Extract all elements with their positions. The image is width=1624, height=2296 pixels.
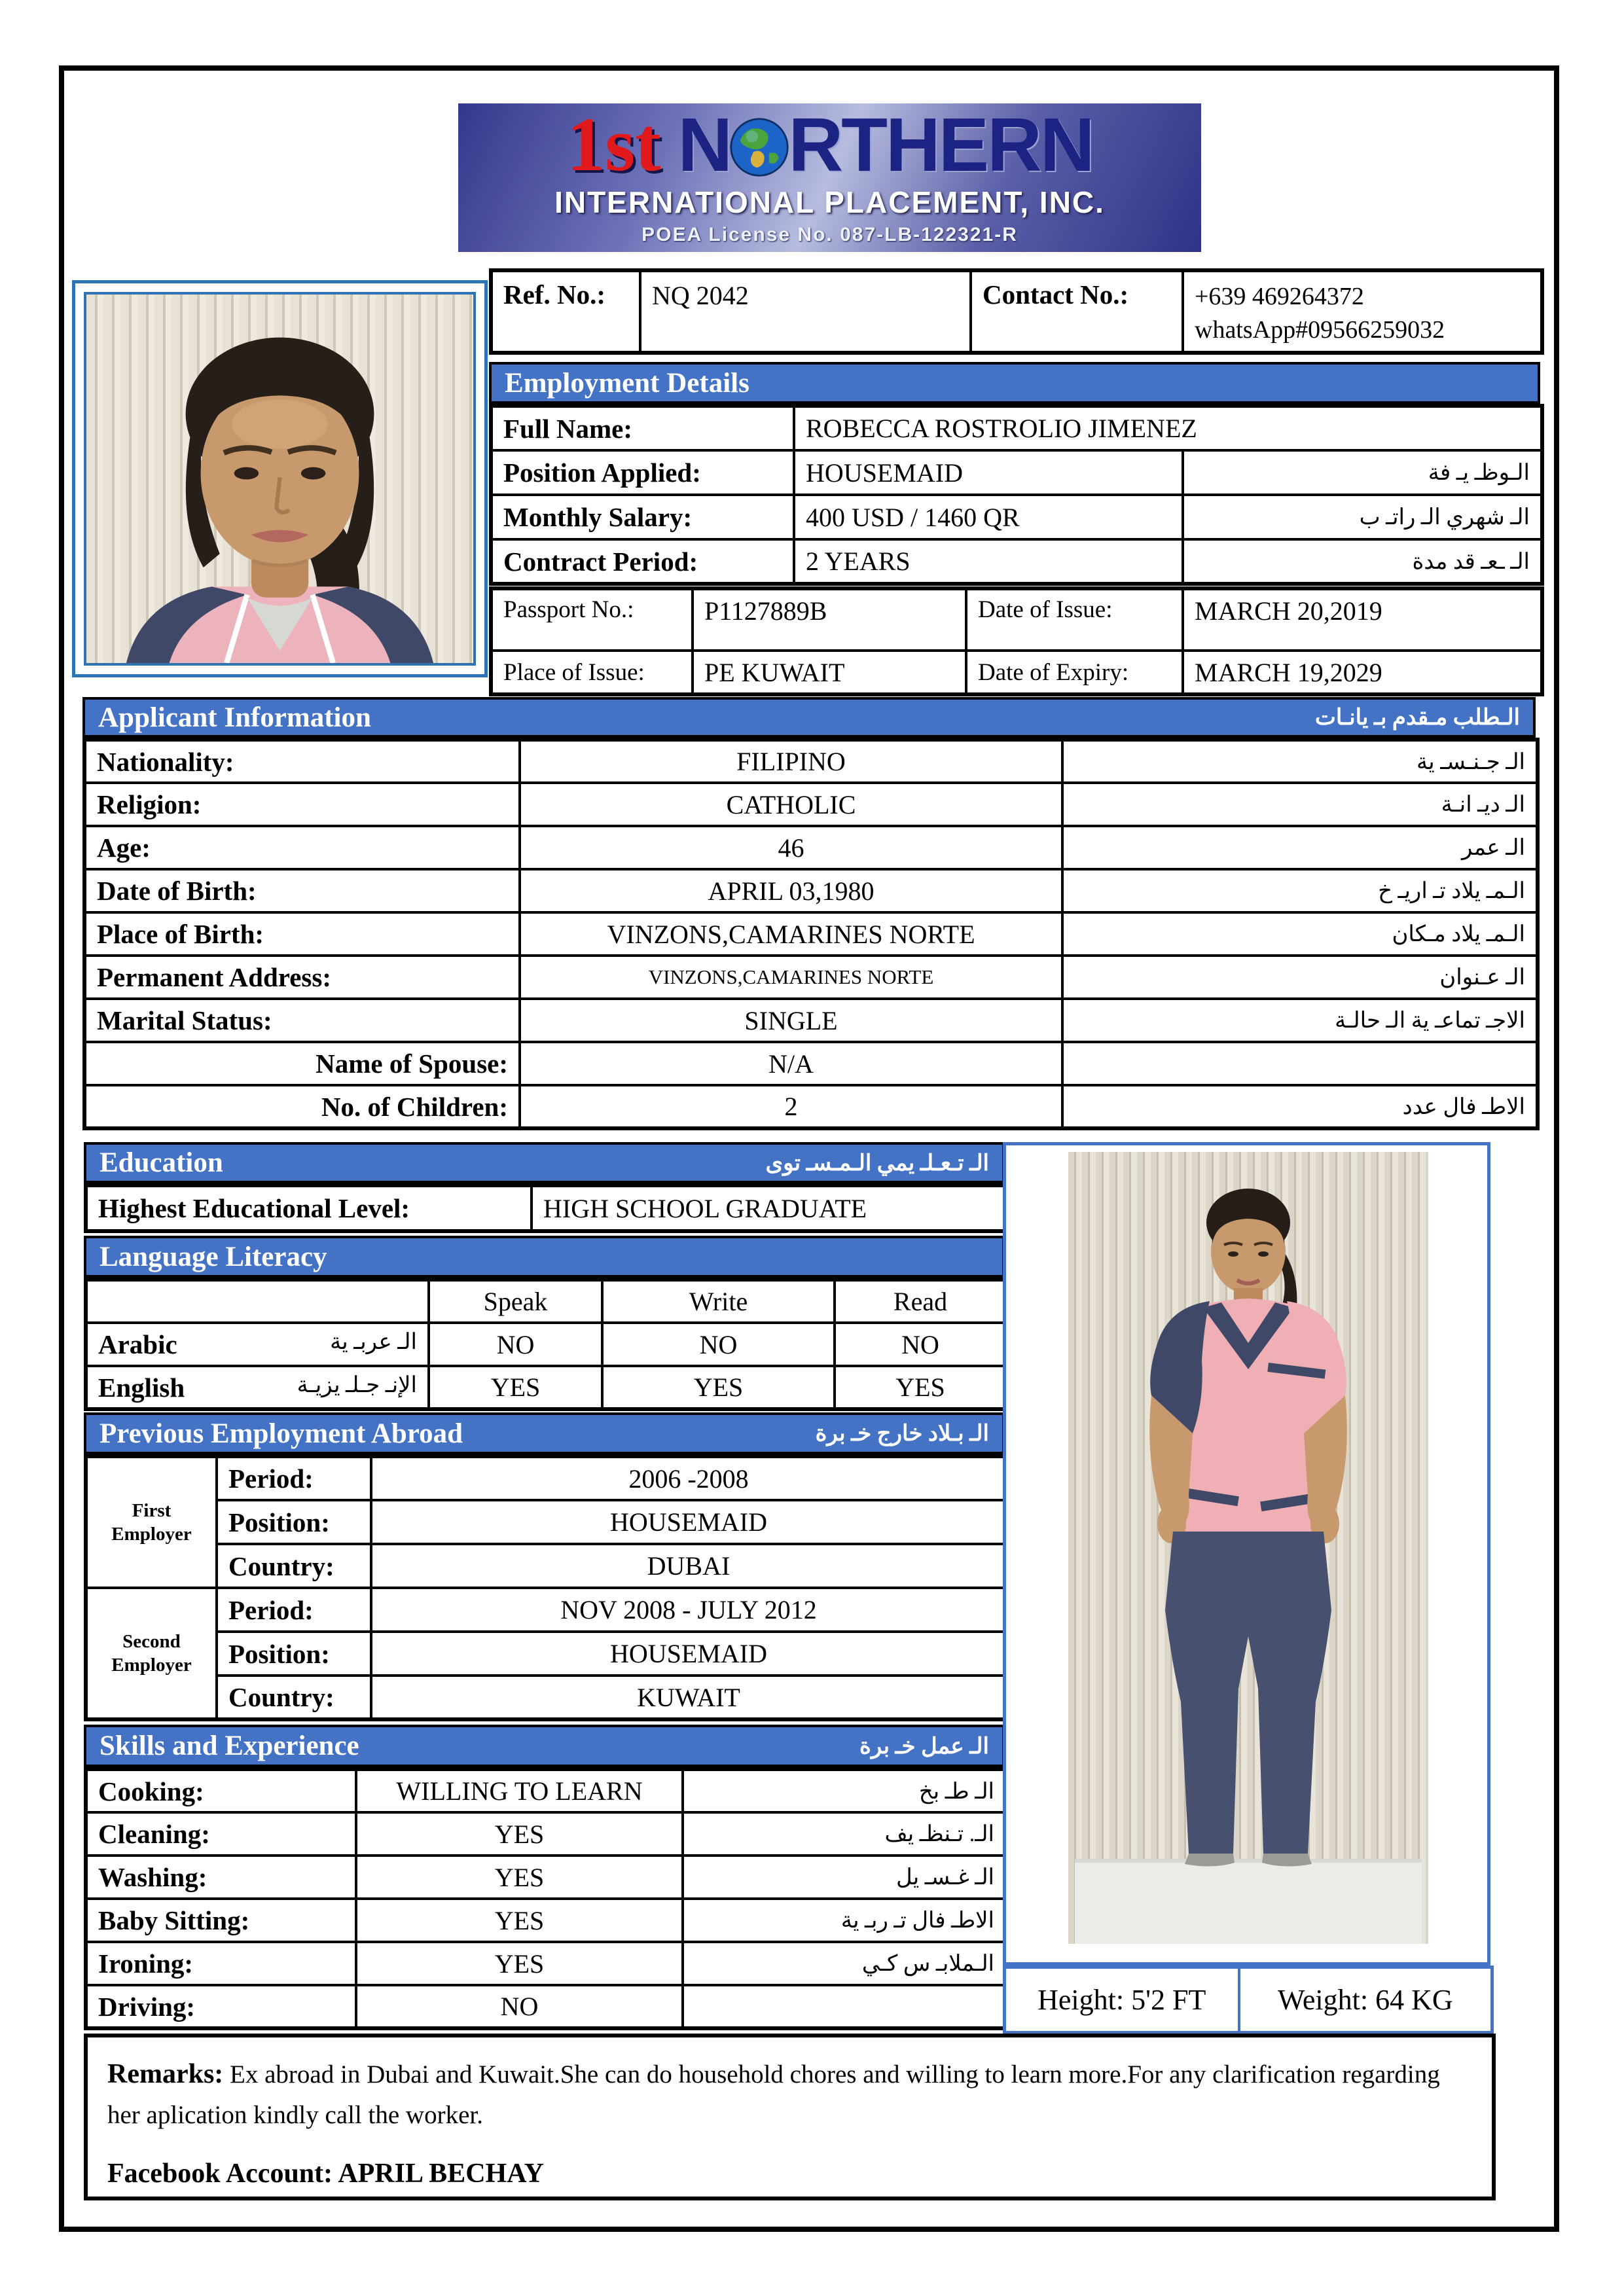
table-row xyxy=(491,270,1542,353)
table-row xyxy=(86,1366,1007,1409)
name-of-spouse-value: N/A xyxy=(520,1042,1062,1085)
english-language-label-cell xyxy=(86,1366,429,1409)
monthly-salary-value: 400 USD / 1460 QR xyxy=(794,495,1183,539)
passport-table xyxy=(489,586,1544,696)
logo-name-right: RTHERN xyxy=(788,101,1093,187)
table-row xyxy=(86,1632,1007,1676)
contract-period-label: Contract Period: xyxy=(491,539,794,584)
facebook-account: Facebook Account: APRIL BECHAY xyxy=(107,2158,545,2189)
baby-sitting-label: Baby Sitting: xyxy=(86,1899,356,1942)
washing-arabic: الـ غـسـ يل xyxy=(683,1856,1007,1899)
second-period-value: NOV 2008 - JULY 2012 xyxy=(371,1588,1007,1632)
remarks-label: Remarks: xyxy=(107,2059,224,2089)
education-header xyxy=(84,1142,1005,1183)
table-row xyxy=(84,869,1538,912)
religion-value: CATHOLIC xyxy=(520,783,1062,826)
english-read-value: YES xyxy=(835,1366,1007,1409)
education-title: Education xyxy=(99,1147,223,1178)
table-row xyxy=(84,1042,1538,1085)
table-row xyxy=(84,999,1538,1042)
arabic-write-value: NO xyxy=(602,1323,835,1366)
applicant-information-title: Applicant Information xyxy=(98,702,371,733)
first-position-label: Position: xyxy=(217,1500,371,1544)
arabic-read-value: NO xyxy=(835,1323,1007,1366)
driving-value: NO xyxy=(356,1985,683,2028)
no-of-children-arabic: الاطـ فال عدد xyxy=(1062,1085,1538,1128)
name-of-spouse-label: Name of Spouse: xyxy=(84,1042,520,1085)
cleaning-label: Cleaning: xyxy=(86,1812,356,1856)
cooking-value: WILLING TO LEARN xyxy=(356,1769,683,1812)
skills-experience-header xyxy=(84,1725,1005,1767)
table-row xyxy=(491,588,1542,651)
first-period-value: 2006 -2008 xyxy=(371,1456,1007,1500)
no-of-children-value: 2 xyxy=(520,1085,1062,1128)
ironing-arabic: الـملابـ س كـي xyxy=(683,1942,1007,1985)
applicant-information-title-arabic: الـطلب مـقدم بـ يانـات xyxy=(1314,706,1520,730)
logo-prefix: 1st xyxy=(566,101,661,187)
place-of-issue-label: Place of Issue: xyxy=(491,651,693,694)
read-column-header: Read xyxy=(835,1280,1007,1323)
table-row xyxy=(86,1942,1007,1985)
driving-label: Driving: xyxy=(86,1985,356,2028)
ref-no-value: NQ 2042 xyxy=(640,270,971,353)
passport-no-value: P1127889B xyxy=(693,588,966,651)
washing-label: Washing: xyxy=(86,1856,356,1899)
table-row xyxy=(86,1985,1007,2028)
date-of-expiry-label: Date of Expiry: xyxy=(966,651,1183,694)
headshot-photo-frame xyxy=(72,280,488,677)
previous-employment-title-arabic: الـ بـلاد خارج خـ برة xyxy=(815,1422,989,1446)
second-country-value: KUWAIT xyxy=(371,1676,1007,1719)
date-of-birth-label: Date of Birth: xyxy=(84,869,520,912)
employment-details-title: Employment Details xyxy=(505,367,749,399)
position-applied-value: HOUSEMAID xyxy=(794,450,1183,495)
nationality-value: FILIPINO xyxy=(520,740,1062,783)
remarks-body: Ex abroad in Dubai and Kuwait.She can do household chores and willing to learn more.For any clarification regarding her aplication kindly call the worker. xyxy=(107,2060,1440,2130)
baby-sitting-value: YES xyxy=(356,1899,683,1942)
employment-details-header xyxy=(489,362,1540,404)
permanent-address-label: Permanent Address: xyxy=(84,956,520,999)
first-position-value: HOUSEMAID xyxy=(371,1500,1007,1544)
fullbody-portrait xyxy=(1068,1152,1428,1944)
headshot-photo xyxy=(84,292,476,666)
permanent-address-arabic: الـ عـنوان xyxy=(1062,956,1538,999)
table-row xyxy=(84,1085,1538,1128)
agency-logo-name xyxy=(566,101,1093,187)
fullbody-photo xyxy=(1068,1152,1428,1944)
remarks-box xyxy=(84,2034,1496,2200)
english-write-value: YES xyxy=(602,1366,835,1409)
table-row xyxy=(86,1544,1007,1588)
place-of-birth-value: VINZONS,CAMARINES NORTE xyxy=(520,912,1062,956)
table-row xyxy=(86,1769,1007,1812)
second-employer-line1: Second xyxy=(122,1630,181,1652)
table-row xyxy=(86,1588,1007,1632)
table-row xyxy=(86,1323,1007,1366)
position-applied-arabic: الـوظـ يـ فة xyxy=(1183,450,1542,495)
permanent-address-value: VINZONS,CAMARINES NORTE xyxy=(520,956,1062,999)
applicant-information-header xyxy=(82,697,1536,738)
nationality-label: Nationality: xyxy=(84,740,520,783)
table-row xyxy=(84,912,1538,956)
table-row xyxy=(491,406,1542,450)
date-of-issue-value: MARCH 20,2019 xyxy=(1183,588,1542,651)
language-literacy-header xyxy=(84,1236,1005,1278)
second-country-label: Country: xyxy=(217,1676,371,1719)
table-row xyxy=(491,450,1542,495)
marital-status-label: Marital Status: xyxy=(84,999,520,1042)
highest-educational-level-label: Highest Educational Level: xyxy=(86,1185,532,1231)
no-of-children-label: No. of Children: xyxy=(84,1085,520,1128)
table-row xyxy=(86,1280,1007,1323)
place-of-birth-arabic: الـمـ يلاد مـكان xyxy=(1062,912,1538,956)
cooking-arabic: الـ طـ بخ xyxy=(683,1769,1007,1812)
table-row xyxy=(86,1185,1007,1231)
applicant-information-table xyxy=(82,738,1540,1130)
table-row xyxy=(86,1812,1007,1856)
first-country-value: DUBAI xyxy=(371,1544,1007,1588)
previous-employment-table xyxy=(84,1454,1009,1721)
contact-line2: whatsApp#09566259032 xyxy=(1195,316,1445,344)
skills-experience-title-arabic: الـ عمل خـ برة xyxy=(859,1734,989,1759)
first-country-label: Country: xyxy=(217,1544,371,1588)
religion-label: Religion: xyxy=(84,783,520,826)
arabic-speak-value: NO xyxy=(429,1323,602,1366)
first-employer-label xyxy=(86,1456,217,1588)
ironing-value: YES xyxy=(356,1942,683,1985)
date-of-issue-label: Date of Issue: xyxy=(966,588,1183,651)
second-position-label: Position: xyxy=(217,1632,371,1676)
agency-logo xyxy=(458,103,1201,252)
ironing-label: Ironing: xyxy=(86,1942,356,1985)
monthly-salary-arabic: الـ شهري الـ راتـ ب xyxy=(1183,495,1542,539)
position-applied-label: Position Applied: xyxy=(491,450,794,495)
skills-experience-title: Skills and Experience xyxy=(99,1731,359,1761)
age-label: Age: xyxy=(84,826,520,869)
first-employer-line2: Employer xyxy=(111,1524,192,1545)
arabic-language-label-cell xyxy=(86,1323,429,1366)
logo-subtitle: INTERNATIONAL PLACEMENT, INC. xyxy=(554,185,1105,219)
reference-table xyxy=(489,268,1544,355)
table-row xyxy=(86,1500,1007,1544)
marital-status-arabic: الاجـ تماعـ ية الـ حالـة xyxy=(1062,999,1538,1042)
driving-arabic xyxy=(683,1985,1007,2028)
full-name-value: ROBECCA ROSTROLIO JIMENEZ xyxy=(794,406,1542,450)
english-language-label: English xyxy=(98,1372,185,1403)
second-period-label: Period: xyxy=(217,1588,371,1632)
table-row xyxy=(84,826,1538,869)
place-of-issue-value: PE KUWAIT xyxy=(693,651,966,694)
date-of-birth-value: APRIL 03,1980 xyxy=(520,869,1062,912)
arabic-language-arabic: الـ عربـ ية xyxy=(330,1330,417,1354)
highest-educational-level-value: HIGH SCHOOL GRADUATE xyxy=(532,1185,1007,1231)
skills-table xyxy=(84,1767,1009,2030)
table-row xyxy=(84,740,1538,783)
second-position-value: HOUSEMAID xyxy=(371,1632,1007,1676)
cleaning-value: YES xyxy=(356,1812,683,1856)
employment-details-table xyxy=(489,404,1544,586)
place-of-birth-label: Place of Birth: xyxy=(84,912,520,956)
date-of-expiry-value: MARCH 19,2029 xyxy=(1183,651,1542,694)
weight-value: Weight: 64 KG xyxy=(1239,1967,1492,2033)
marital-status-value: SINGLE xyxy=(520,999,1062,1042)
table-row xyxy=(1005,1967,1492,2033)
contact-no-label: Contact No.: xyxy=(971,270,1183,353)
age-value: 46 xyxy=(520,826,1062,869)
logo-name-left: N xyxy=(677,101,731,187)
date-of-birth-arabic: الـمـ يلاد تـ اريـ خ xyxy=(1062,869,1538,912)
first-period-label: Period: xyxy=(217,1456,371,1500)
religion-arabic: الـ ديـ انـة xyxy=(1062,783,1538,826)
education-table xyxy=(84,1183,1009,1233)
previous-employment-header xyxy=(84,1412,1005,1454)
table-row xyxy=(84,956,1538,999)
table-row xyxy=(491,651,1542,694)
table-row xyxy=(86,1676,1007,1719)
contact-line1: +639 469264372 xyxy=(1195,283,1364,310)
age-arabic: الـ عمر xyxy=(1062,826,1538,869)
table-row xyxy=(86,1856,1007,1899)
english-language-arabic: الإنـ جـلـ يزيـة xyxy=(297,1372,417,1397)
education-title-arabic: الـ تـعـلـ يمي الـمـسـ توى xyxy=(765,1151,989,1175)
language-literacy-title: Language Literacy xyxy=(99,1241,327,1272)
second-employer-line2: Employer xyxy=(111,1655,192,1676)
table-row xyxy=(86,1456,1007,1500)
previous-employment-title: Previous Employment Abroad xyxy=(99,1418,463,1449)
full-name-label: Full Name: xyxy=(491,406,794,450)
table-row xyxy=(84,783,1538,826)
headshot-portrait xyxy=(86,295,473,663)
globe-icon xyxy=(729,117,789,177)
table-row xyxy=(491,495,1542,539)
remarks-text xyxy=(107,2053,1472,2136)
language-literacy-table xyxy=(84,1278,1009,1411)
speak-column-header: Speak xyxy=(429,1280,602,1323)
passport-no-label: Passport No.: xyxy=(491,588,693,651)
first-employer-line1: First xyxy=(132,1499,171,1521)
fullbody-photo-frame xyxy=(1003,1142,1490,1965)
second-employer-label xyxy=(86,1588,217,1719)
table-row xyxy=(86,1899,1007,1942)
physique-table xyxy=(1003,1965,1494,2034)
cooking-label: Cooking: xyxy=(86,1769,356,1812)
arabic-language-label: Arabic xyxy=(98,1329,177,1359)
logo-license: POEA License No. 087-LB-122321-R xyxy=(641,223,1018,245)
ref-no-label: Ref. No.: xyxy=(491,270,640,353)
cleaning-arabic: الـ. تـنظـ يف xyxy=(683,1812,1007,1856)
contract-period-value: 2 YEARS xyxy=(794,539,1183,584)
height-value: Height: 5'2 FT xyxy=(1005,1967,1239,2033)
baby-sitting-arabic: الاطـ فال تـ ربـ ية xyxy=(683,1899,1007,1942)
english-speak-value: YES xyxy=(429,1366,602,1409)
write-column-header: Write xyxy=(602,1280,835,1323)
table-row xyxy=(491,539,1542,584)
washing-value: YES xyxy=(356,1856,683,1899)
monthly-salary-label: Monthly Salary: xyxy=(491,495,794,539)
name-of-spouse-arabic xyxy=(1062,1042,1538,1085)
contract-period-arabic: الـ ـعـ قد مدة xyxy=(1183,539,1542,584)
contact-no-value xyxy=(1183,270,1542,353)
language-empty-header-cell xyxy=(86,1280,429,1323)
nationality-arabic: الـ جـنـسـ ية xyxy=(1062,740,1538,783)
